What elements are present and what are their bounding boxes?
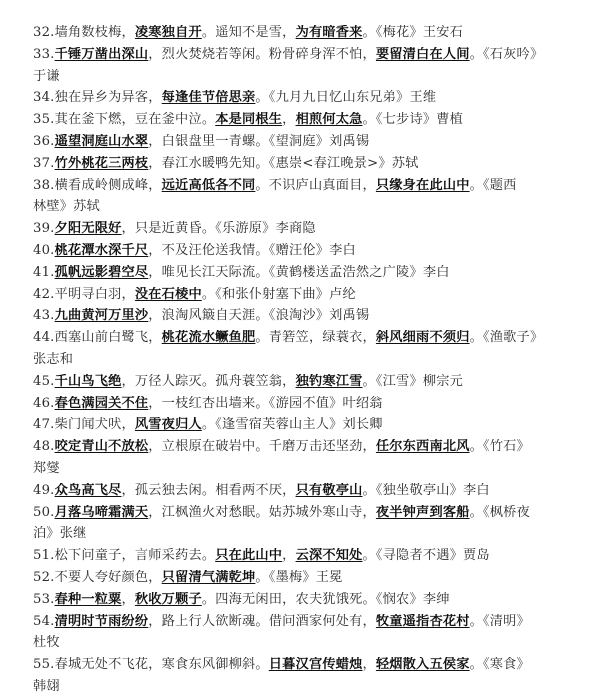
emphasized-verse: 风雪夜归人 xyxy=(134,417,202,433)
verse-text: 。《渔歌子》 xyxy=(469,330,544,346)
text-line xyxy=(33,548,593,564)
text-line xyxy=(33,570,593,586)
emphasized-verse: 日暮汉宫传蜡烛 xyxy=(268,657,363,673)
verse-text: 。四海无闲田，农夫犹饿死。《悯农》李绅 xyxy=(201,591,450,607)
text-line xyxy=(33,483,593,499)
verse-text: 。《九月九日忆山东兄弟》王维 xyxy=(255,90,437,106)
text-line xyxy=(33,505,593,521)
text-line xyxy=(33,308,593,324)
emphasized-verse: 为有暗香来 xyxy=(295,25,363,40)
verse-text: 49. xyxy=(33,482,55,498)
emphasized-verse: 没在石棱中 xyxy=(134,286,202,302)
text-line xyxy=(33,374,593,390)
verse-text: 50. xyxy=(33,504,55,520)
verse-text: 48. xyxy=(33,439,55,455)
verse-text: 。《清明》 xyxy=(469,613,530,629)
text-line xyxy=(33,134,593,150)
emphasized-verse: 要留清白在人间 xyxy=(375,46,470,62)
verse-text: 。《逢雪宿芙蓉山主人》刘长卿 xyxy=(201,417,383,433)
text-line xyxy=(33,614,593,630)
emphasized-verse: 千山鸟飞绝 xyxy=(54,373,122,389)
verse-text: 杜牧 xyxy=(33,635,60,651)
verse-text: ，只是近黄昏。《乐游原》李商隐 xyxy=(121,221,316,237)
verse-text: 43. xyxy=(33,308,55,324)
text-line xyxy=(33,396,593,412)
text-line xyxy=(33,47,593,63)
text-line xyxy=(33,243,593,259)
verse-text: 42.平明寻白羽， xyxy=(33,286,135,302)
emphasized-verse: 夜半钟声到客船 xyxy=(375,504,470,520)
verse-text: 。青箬笠，绿蓑衣， xyxy=(255,330,376,346)
verse-text: ，孤云独去闲。相看两不厌， xyxy=(121,482,296,498)
verse-text: 。《枫桥夜 xyxy=(469,504,530,520)
emphasized-verse: 相煎何太急 xyxy=(295,112,363,128)
emphasized-verse: 千锤万凿出深山 xyxy=(54,46,149,62)
emphasized-verse: 斜风细雨不须归 xyxy=(375,330,470,346)
emphasized-verse: 孤帆远影碧空尽 xyxy=(54,264,149,280)
verse-text: 55.春城无处不飞花，寒食东风御柳斜。 xyxy=(33,657,269,673)
verse-text: ，浪淘风簸自天涯。《浪淘沙》刘禹锡 xyxy=(148,308,370,324)
text-line xyxy=(33,657,593,673)
text-line xyxy=(33,352,593,368)
verse-text: ，江枫渔火对愁眠。姑苏城外寒山寺， xyxy=(148,504,376,520)
emphasized-verse: 夕阳无限好 xyxy=(54,221,122,237)
emphasized-verse: 桃花流水鳜鱼肥 xyxy=(161,330,256,346)
text-line xyxy=(33,156,593,172)
verse-text: 54. xyxy=(33,613,55,629)
text-line xyxy=(33,221,593,237)
emphasized-verse: 春种一粒粟 xyxy=(54,591,122,607)
verse-text: 。不识庐山真面目， xyxy=(255,177,376,193)
verse-text: 37. xyxy=(33,155,55,171)
text-line xyxy=(33,592,593,608)
text-line xyxy=(33,679,593,695)
emphasized-verse: 轻烟散入五侯家 xyxy=(375,657,470,673)
emphasized-verse: 咬定青山不放松 xyxy=(54,439,149,455)
emphasized-verse: 每逢佳节倍思亲 xyxy=(161,90,256,106)
verse-text: 35.萁在釜下燃，豆在釜中泣。 xyxy=(33,112,216,128)
verse-text: ，唯见长江天际流。《黄鹤楼送孟浩然之广陵》李白 xyxy=(148,264,450,280)
verse-text: 52.不要人夸好颜色， xyxy=(33,570,162,585)
verse-text: ，白银盘里一青螺。《望洞庭》刘禹锡 xyxy=(148,134,370,149)
verse-text: 45. xyxy=(33,373,55,389)
verse-text: ，烈火焚烧若等闲。粉骨碎身浑不怕， xyxy=(148,46,376,62)
text-line xyxy=(33,287,593,303)
emphasized-verse: 竹外桃花三两枝 xyxy=(54,155,149,171)
text-line xyxy=(33,69,593,85)
verse-text: 41. xyxy=(33,264,55,280)
verse-text: 。《寻隐者不遇》贾岛 xyxy=(362,548,490,564)
verse-text: 。《江雪》柳宗元 xyxy=(362,373,463,389)
emphasized-verse: 凌寒独自开 xyxy=(134,25,202,40)
emphasized-verse: 清明时节雨纷纷 xyxy=(54,613,149,629)
verse-text: 。《七步诗》曹植 xyxy=(362,112,463,128)
verse-text: 44.西塞山前白鹭飞， xyxy=(33,330,162,346)
verse-text: 林壁》苏轼 xyxy=(33,199,100,215)
emphasized-verse: 远近高低各不同 xyxy=(161,177,256,193)
text-line xyxy=(33,25,593,41)
verse-text: 。《题西 xyxy=(469,177,517,193)
verse-text: 。《竹石》 xyxy=(469,439,530,455)
verse-text: ， xyxy=(121,591,135,607)
verse-text: ，春江水暖鸭先知。《惠崇<春江晚景>》苏轼 xyxy=(148,155,419,171)
verse-text: 46. xyxy=(33,395,55,411)
verse-text: 韩翃 xyxy=(33,679,60,694)
verse-text: ， xyxy=(362,657,376,673)
emphasized-verse: 月落乌啼霜满天 xyxy=(54,504,149,520)
text-line xyxy=(33,265,593,281)
verse-text: 40. xyxy=(33,243,55,258)
verse-text: 51.松下问童子，言师采药去。 xyxy=(33,548,216,564)
verse-text: 。《梅花》王安石 xyxy=(362,25,463,40)
emphasized-verse: 云深不知处 xyxy=(295,548,363,564)
verse-text: ，一枝红杏出墙来。《游园不值》叶绍翁 xyxy=(148,395,383,411)
text-line xyxy=(33,330,593,346)
emphasized-verse: 牧童遥指杏花村 xyxy=(375,613,470,629)
emphasized-verse: 只留清气满乾坤 xyxy=(161,570,256,585)
text-line xyxy=(33,90,593,106)
text-line xyxy=(33,635,593,651)
verse-text: 32.墙角数枝梅， xyxy=(33,25,135,40)
emphasized-verse: 只有敬亭山 xyxy=(295,482,363,498)
verse-text: 于谦 xyxy=(33,68,60,84)
verse-text: 。《墨梅》王冕 xyxy=(255,570,343,585)
verse-text: ，万径人踪灭。孤舟蓑笠翁， xyxy=(121,373,296,389)
verse-text: 。《寒食》 xyxy=(469,657,530,673)
verse-text: 。《和张仆射塞下曲》卢纶 xyxy=(201,286,356,302)
emphasized-verse: 只在此山中 xyxy=(215,548,283,564)
verse-text: 53. xyxy=(33,591,55,607)
text-line xyxy=(33,112,593,128)
text-line xyxy=(33,417,593,433)
text-line xyxy=(33,178,593,194)
emphasized-verse: 只缘身在此山中 xyxy=(375,177,470,193)
verse-text: ， xyxy=(282,548,296,564)
verse-text: 泊》张继 xyxy=(33,526,87,542)
verse-text: 38.横看成岭侧成峰， xyxy=(33,177,162,193)
verse-text: ， xyxy=(282,112,296,128)
verse-text: 47.柴门闻犬吠， xyxy=(33,417,135,433)
verse-text: 郑燮 xyxy=(33,461,60,476)
text-line xyxy=(33,439,593,455)
verse-text: 36. xyxy=(33,134,55,149)
emphasized-verse: 任尔东西南北风 xyxy=(375,439,470,455)
verse-text: 。遥知不是雪， xyxy=(201,25,296,40)
verse-text: ，不及汪伦送我情。《赠汪伦》李白 xyxy=(148,243,356,258)
text-line xyxy=(33,461,593,477)
emphasized-verse: 春色满园关不住 xyxy=(54,395,149,411)
verse-text: ，路上行人欲断魂。借问酒家何处有， xyxy=(148,613,376,629)
emphasized-verse: 独钓寒江雪 xyxy=(295,373,363,389)
verse-text: 张志和 xyxy=(33,352,74,367)
emphasized-verse: 本是同根生 xyxy=(215,112,283,128)
text-line xyxy=(33,526,593,542)
verse-text: 39. xyxy=(33,221,55,237)
emphasized-verse: 秋收万颗子 xyxy=(134,591,202,607)
verse-text: 34.独在异乡为异客， xyxy=(33,90,162,106)
verse-text: 。《独坐敬亭山》李白 xyxy=(362,482,490,498)
verse-text: 33. xyxy=(33,46,55,62)
verse-text: 。《石灰吟》 xyxy=(469,46,544,62)
emphasized-verse: 桃花潭水深千尺 xyxy=(54,243,149,258)
text-line xyxy=(33,199,593,215)
emphasized-verse: 九曲黄河万里沙 xyxy=(54,308,149,324)
emphasized-verse: 众鸟高飞尽 xyxy=(54,482,122,498)
verse-text: ，立根原在破岩中。千磨万击还坚劲， xyxy=(148,439,376,455)
emphasized-verse: 遥望洞庭山水翠 xyxy=(54,134,149,149)
